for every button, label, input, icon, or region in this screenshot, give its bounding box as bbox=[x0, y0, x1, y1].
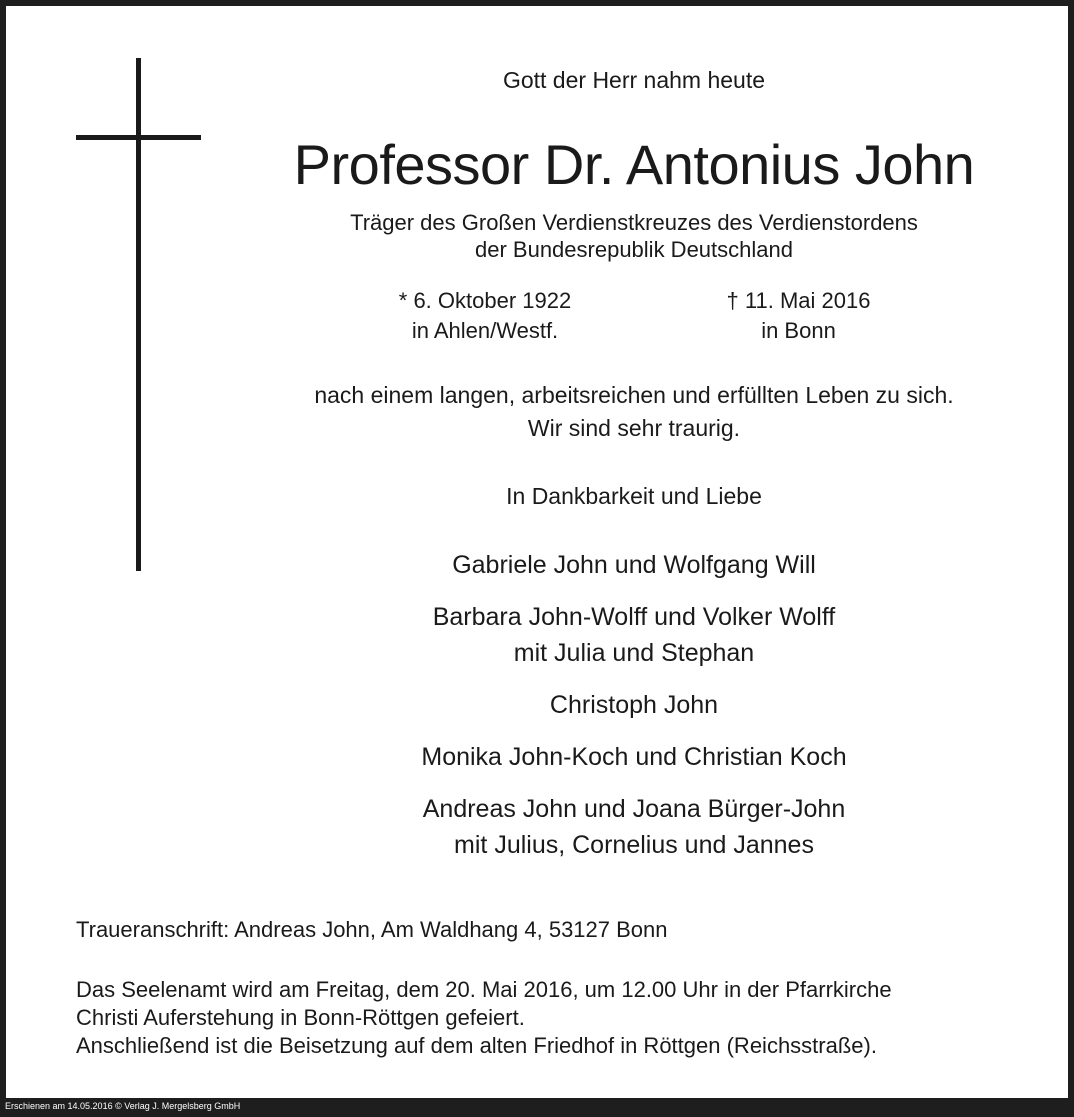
notice-text-line: nach einem langen, arbeitsreichen und erfüllten Leben zu sich. bbox=[314, 382, 954, 408]
mourner-entry bbox=[276, 739, 992, 775]
decoration-line: der Bundesrepublik Deutschland bbox=[475, 237, 793, 262]
birth-place: in Ahlen/Westf. bbox=[411, 318, 559, 343]
death-place: in Bonn bbox=[761, 318, 836, 343]
service-info-line: Christi Auferstehung in Bonn-Röttgen gefeiert. bbox=[76, 1005, 525, 1030]
mourner-entry bbox=[276, 599, 992, 671]
mourner-line: Andreas John und Joana Bürger-John bbox=[422, 795, 846, 823]
mourner-line: Christoph John bbox=[549, 691, 719, 719]
service-info-line: Das Seelenamt wird am Freitag, dem 20. Mai 2016, um 12.00 Uhr in der Pfarrkirche bbox=[76, 977, 892, 1002]
death-info bbox=[696, 286, 901, 346]
death-date: † 11. Mai 2016 bbox=[726, 288, 871, 313]
mourner-entry bbox=[276, 687, 992, 723]
decoration-line: Träger des Großen Verdienstkreuzes des Verdienstordens bbox=[350, 210, 918, 235]
notice-text-line: Wir sind sehr traurig. bbox=[527, 415, 741, 441]
deceased-name: Professor Dr. Antonius John bbox=[293, 133, 975, 196]
decoration-text bbox=[276, 209, 992, 263]
birth-date: * 6. Oktober 1922 bbox=[398, 288, 572, 313]
cross-horizontal-beam bbox=[76, 135, 201, 140]
birth-info bbox=[366, 286, 604, 346]
mourner-line: mit Julius, Cornelius und Jannes bbox=[454, 831, 814, 859]
mourner-entry bbox=[276, 547, 992, 583]
mourner-line: Barbara John-Wolff und Volker Wolff bbox=[432, 603, 836, 631]
mourner-entry bbox=[276, 791, 992, 863]
mourning-address: Traueranschrift: Andreas John, Am Waldhang 4, 53127 Bonn bbox=[76, 917, 668, 942]
footer-bar bbox=[0, 1098, 1074, 1117]
mourner-line: Gabriele John und Wolfgang Will bbox=[452, 551, 816, 579]
publication-credit: Erschienen am 14.05.2016 © Verlag J. Mergelsberg GmbH bbox=[5, 1101, 241, 1111]
service-info-line: Anschließend ist die Beisetzung auf dem alten Friedhof in Röttgen (Reichsstraße). bbox=[76, 1033, 877, 1058]
gratitude-line: In Dankbarkeit und Liebe bbox=[506, 483, 762, 509]
service-info bbox=[76, 976, 892, 1060]
notice-text bbox=[276, 379, 992, 445]
mourner-line: mit Julia und Stephan bbox=[513, 639, 755, 667]
mourner-line: Monika John-Koch und Christian Koch bbox=[421, 743, 847, 771]
intro-line: Gott der Herr nahm heute bbox=[502, 67, 766, 93]
